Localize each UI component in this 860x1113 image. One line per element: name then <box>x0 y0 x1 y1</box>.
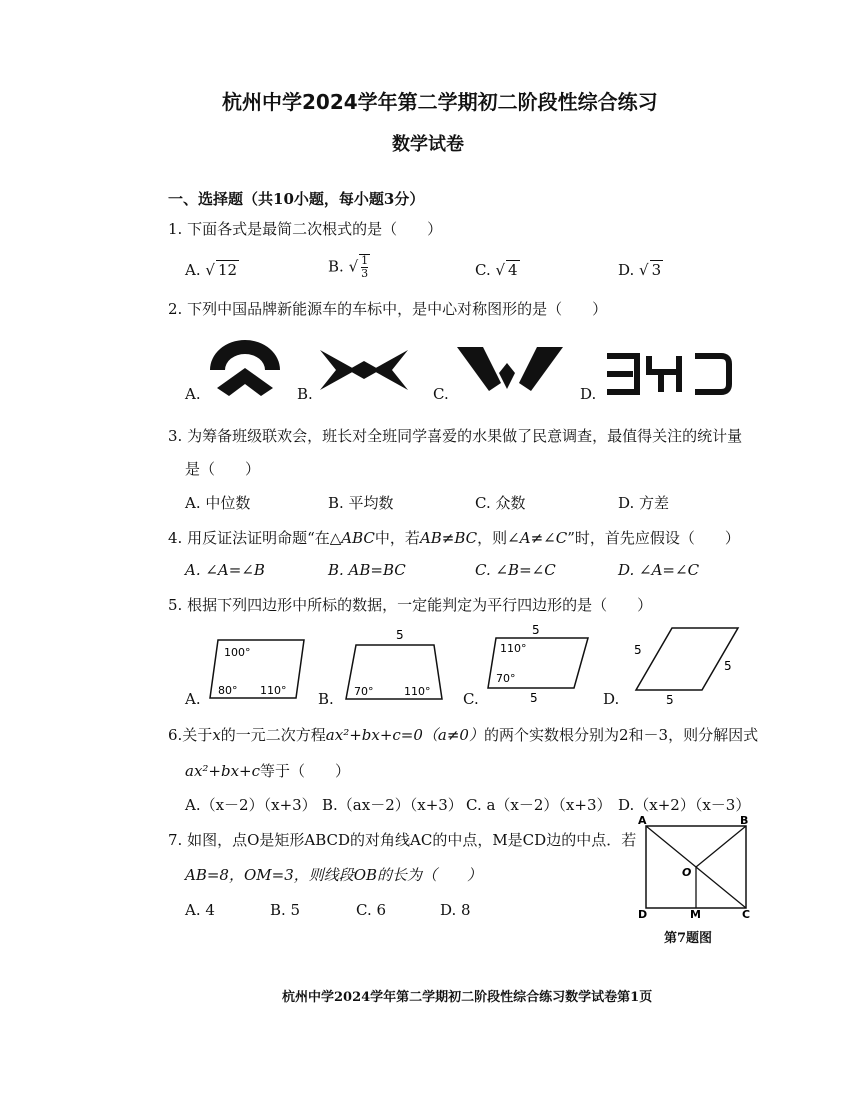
q6-option-d: D.（x+2）（x－3） <box>618 796 751 814</box>
q2-letter-d: D. <box>580 385 597 403</box>
q5-b-side-5: 5 <box>396 628 404 642</box>
q2-letter-c: C. <box>433 385 449 403</box>
q4-option-a: A. ∠A=∠B <box>185 561 265 579</box>
q5-b-angle-110: 110° <box>404 685 431 698</box>
q1-option-a: A. √ 12 <box>185 261 238 279</box>
q7-option-c: C. 6 <box>356 901 387 919</box>
q3-option-b: B. 平均数 <box>328 494 394 512</box>
q6-option-c: C. a（x－2）（x+3） <box>466 796 612 814</box>
q5-a-angle-100: 100° <box>224 646 251 659</box>
q2-letter-a: A. <box>185 385 201 403</box>
q5-letter-c: C. <box>463 690 479 708</box>
q5-c-top-5: 5 <box>532 623 540 637</box>
q3-option-a: A. 中位数 <box>185 494 251 512</box>
question-2-stem: 2. 下列中国品牌新能源车的车标中，是中心对称图形的是（ ） <box>168 300 608 318</box>
q5-letter-d: D. <box>603 690 620 708</box>
logo-a-icon <box>205 340 285 400</box>
q7-option-d: D. 8 <box>440 901 471 919</box>
q2-letter-b: B. <box>297 385 313 403</box>
question-1-stem: 1. 下面各式是最简二次根式的是（ ） <box>168 220 443 238</box>
q7-figure <box>636 814 756 926</box>
q7-figure-caption: 第7题图 <box>664 931 713 946</box>
q6-option-b: B.（ax－2）（x+3） <box>322 796 463 814</box>
logo-b-icon <box>318 345 410 395</box>
page-subtitle: 数学试卷 <box>392 134 464 155</box>
q5-figure-c <box>482 620 592 705</box>
q4-option-d: D. ∠A=∠C <box>618 561 700 579</box>
q7-label-o: O <box>682 866 692 879</box>
question-6-stem: 6.关于x的一元二次方程ax²+bx+c=0（a≠0）的两个实数根分别为2和－3，则分解因式 <box>168 726 759 744</box>
q7-label-d: D <box>638 908 648 921</box>
q4-option-c: C. ∠B=∠C <box>475 561 556 579</box>
q5-c-angle-70: 70° <box>496 672 516 685</box>
q5-d-right-5: 5 <box>724 659 732 673</box>
logo-c-icon <box>455 343 565 395</box>
page-title: 杭州中学2024学年第二学期初二阶段性综合练习 <box>222 90 658 114</box>
q7-label-m: M <box>690 908 701 921</box>
q5-d-left-5: 5 <box>634 643 642 657</box>
q5-b-angle-70: 70° <box>354 685 374 698</box>
q5-figure-b <box>338 625 448 705</box>
section-heading: 一、选择题（共10小题，每小题3分） <box>168 190 425 208</box>
logo-d-icon <box>603 352 733 396</box>
question-3-stem: 3. 为筹备班级联欢会，班长对全班同学喜爱的水果做了民意调查，最值得关注的统计量 <box>168 427 743 445</box>
q1-option-d: D. √ 3 <box>618 261 662 279</box>
q4-option-b: B. AB=BC <box>328 561 406 579</box>
q6-option-a: A.（x－2）（x+3） <box>185 796 317 814</box>
q3-option-d: D. 方差 <box>618 494 670 512</box>
q5-figure-a <box>204 632 310 704</box>
q5-letter-a: A. <box>185 690 201 708</box>
page-footer: 杭州中学2024学年第二学期初二阶段性综合练习数学试卷第1页 <box>282 990 653 1005</box>
question-7-stem-line2: AB=8，OM=3，则线段OB的长为（ ） <box>185 866 483 884</box>
question-5-stem: 5. 根据下列四边形中所标的数据，一定能判定为平行四边形的是（ ） <box>168 596 653 614</box>
q7-label-a: A <box>638 814 647 827</box>
q5-figure-d <box>628 622 748 706</box>
q5-a-angle-80: 80° <box>218 684 238 697</box>
q1-option-b: B. √ $\frac{1}{3}$ <box>328 254 369 280</box>
question-6-stem-cont: ax²+bx+c等于（ ） <box>185 762 351 780</box>
q5-letter-b: B. <box>318 690 334 708</box>
q7-label-c: C <box>742 908 751 921</box>
q7-option-a: A. 4 <box>185 901 215 919</box>
question-7-stem-line1: 7. 如图，点O是矩形ABCD的对角线AC的中点，M是CD边的中点．若 <box>168 831 637 849</box>
q1-option-c: C. √ 4 <box>475 261 518 279</box>
q3-option-c: C. 众数 <box>475 494 526 512</box>
question-3-stem-cont: 是（ ） <box>185 460 261 478</box>
q5-c-bottom-5: 5 <box>530 691 538 705</box>
question-4-stem: 4. 用反证法证明命题“在△ABC中，若AB≠BC，则∠A≠∠C”时，首先应假设（ ） <box>168 529 740 547</box>
q5-a-angle-110: 110° <box>260 684 287 697</box>
q7-label-b: B <box>740 814 749 827</box>
q7-option-b: B. 5 <box>270 901 301 919</box>
q5-d-bottom-5: 5 <box>666 693 674 706</box>
q5-c-angle-110: 110° <box>500 642 527 655</box>
